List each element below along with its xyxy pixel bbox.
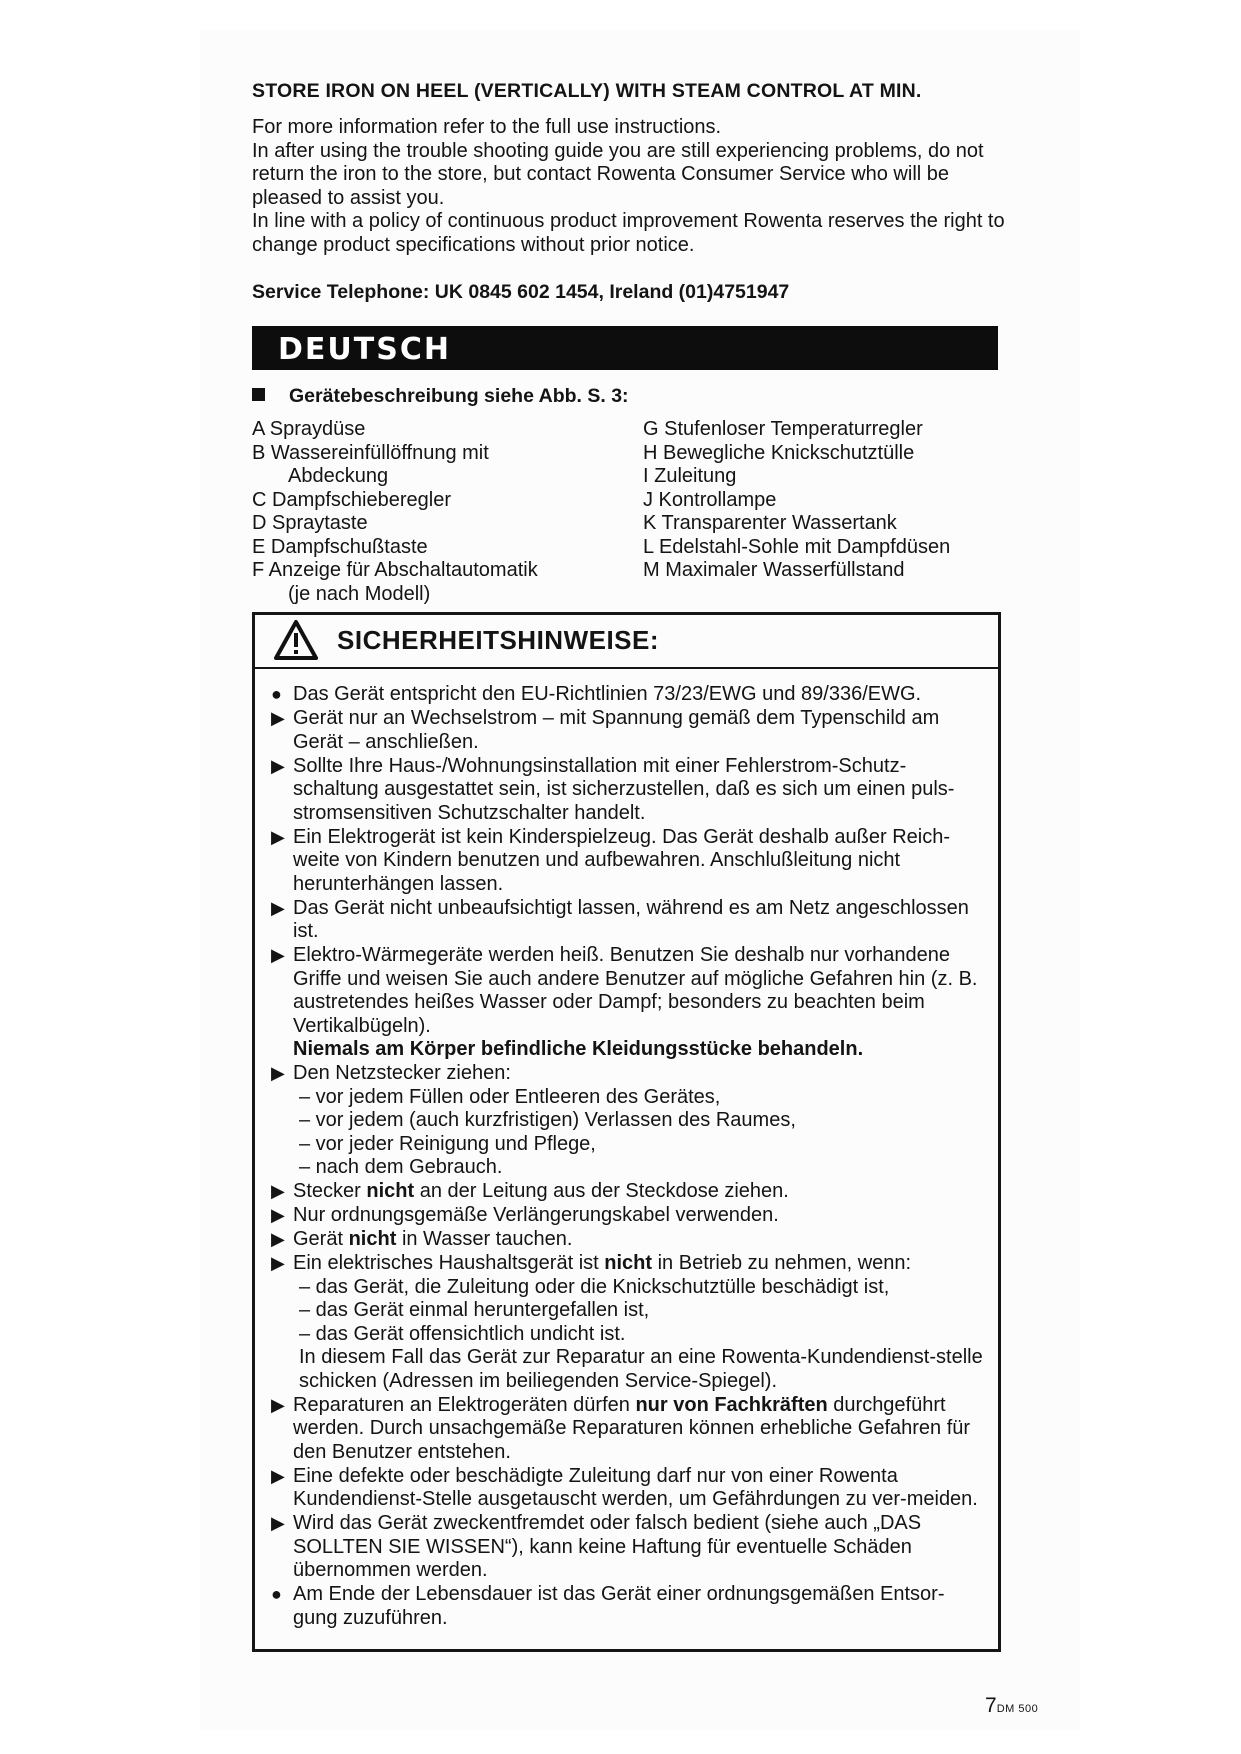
safety-subitem: In diesem Fall das Gerät zur Reparatur an eine Rowenta-Kundendienst-stelle schicken (Adressen im beiliegenden Service-Spiegel). <box>299 1346 983 1392</box>
safety-item-text: an der Leitung aus der Steckdose ziehen. <box>419 1180 789 1202</box>
safety-item <box>271 1465 986 1512</box>
part-item-continued: Abdeckung <box>288 465 389 487</box>
triangle-bullet-icon: ▶ <box>271 897 285 918</box>
safety-item <box>271 1204 986 1228</box>
triangle-bullet-icon: ▶ <box>271 1465 285 1486</box>
part-item-continued: (je nach Modell) <box>288 582 431 605</box>
safety-item-emphasis: nur von Fachkräften <box>635 1393 828 1416</box>
circle-bullet-icon: ● <box>271 684 282 704</box>
safety-list <box>271 683 986 1631</box>
safety-item-text: Stecker <box>293 1180 361 1202</box>
safety-item <box>271 1583 986 1630</box>
safety-item <box>271 707 986 754</box>
safety-title: SICHERHEITSHINWEISE: <box>337 625 660 655</box>
page-number-value: 7 <box>985 1694 997 1717</box>
safety-subitem: – das Gerät einmal heruntergefallen ist, <box>299 1299 650 1321</box>
model-code: DM 500 <box>996 1703 1039 1715</box>
part-item: B Wassereinfüllöffnung mit <box>252 441 489 464</box>
intro-line: For more information refer to the full use instructions. <box>252 116 722 138</box>
triangle-bullet-icon: ▶ <box>271 826 285 847</box>
safety-item-emphasis: Niemals am Körper befindliche Kleidungsstücke behandeln. <box>293 1038 864 1060</box>
service-telephone: Service Telephone: UK 0845 602 1454, Ireland (01)4751947 <box>252 281 790 303</box>
part-item: H Bewegliche Knickschutztülle <box>643 441 915 464</box>
part-item: J Kontrollampe <box>643 488 777 511</box>
safety-subitem: – vor jeder Reinigung und Pflege, <box>299 1132 596 1155</box>
safety-item-text: in Wasser tauchen. <box>401 1228 573 1250</box>
triangle-bullet-icon: ▶ <box>271 755 285 776</box>
part-item: D Spraytaste <box>252 512 368 534</box>
safety-item <box>271 826 986 897</box>
triangle-bullet-icon: ▶ <box>271 1181 285 1201</box>
safety-item-text: Das Gerät entspricht den EU-Richtlinien 73/23/EWG und 89/336/EWG. <box>293 683 922 705</box>
triangle-bullet-icon: ▶ <box>271 1205 285 1225</box>
safety-box <box>252 612 1001 1652</box>
storage-heading: STORE IRON ON HEEL (VERTICALLY) WITH STEAM CONTROL AT MIN. <box>252 80 922 102</box>
triangle-bullet-icon: ▶ <box>271 1229 285 1249</box>
description-heading <box>252 385 629 408</box>
safety-item-text: Nur ordnungsgemäße Verlängerungskabel verwenden. <box>293 1204 779 1226</box>
safety-item-text: Wird das Gerät zweckentfremdet oder falsch bedient (siehe auch „DAS SOLLTEN SIE WISSEN“), kann keine Haftung für eventuelle Schäden übernommen werden. <box>293 1512 922 1581</box>
safety-item-text: Gerät nur an Wechselstrom – mit Spannung gemäß dem Typenschild am Gerät – anschließen. <box>293 707 940 753</box>
page-number <box>985 1694 1038 1718</box>
safety-item-emphasis: nicht <box>348 1228 397 1250</box>
safety-item-emphasis: nicht <box>604 1252 653 1274</box>
safety-item-text: Am Ende der Lebensdauer ist das Gerät einer ordnungsgemäßen Entsor-gung zuzuführen. <box>293 1583 945 1629</box>
safety-item-text: Reparaturen an Elektrogeräten dürfen <box>293 1393 630 1416</box>
safety-item <box>271 1512 986 1583</box>
safety-item <box>271 1252 986 1393</box>
description-heading-text: Gerätebeschreibung siehe Abb. S. 3: <box>289 385 629 407</box>
circle-bullet-icon: ● <box>271 1584 282 1604</box>
safety-item <box>271 1394 986 1465</box>
safety-item-text: Das Gerät nicht unbeaufsichtigt lassen, während es am Netz angeschlossen ist. <box>293 896 969 942</box>
intro-text <box>252 116 1012 257</box>
safety-subitem: – vor jedem (auch kurzfristigen) Verlassen des Raumes, <box>299 1109 796 1131</box>
safety-item-text: Gerät <box>293 1228 344 1250</box>
part-item: L Edelstahl-Sohle mit Dampfdüsen <box>643 535 951 558</box>
safety-item-emphasis: nicht <box>366 1180 415 1202</box>
square-bullet-icon <box>252 388 265 401</box>
safety-subitem: – das Gerät, die Zuleitung oder die Knickschutztülle beschädigt ist, <box>299 1275 890 1298</box>
parts-list-left <box>252 418 632 606</box>
triangle-bullet-icon: ▶ <box>271 1253 285 1273</box>
safety-subitem: – vor jedem Füllen oder Entleeren des Gerätes, <box>299 1085 721 1108</box>
safety-item <box>271 897 986 944</box>
part-item: K Transparenter Wassertank <box>643 512 897 534</box>
safety-item-text: in Betrieb zu nehmen, wenn: <box>657 1252 912 1274</box>
safety-subitem: – nach dem Gebrauch. <box>299 1156 503 1178</box>
part-item: C Dampfschieberegler <box>252 488 451 511</box>
part-item: I Zuleitung <box>643 465 737 487</box>
part-item: G Stufenloser Temperaturregler <box>643 418 923 440</box>
triangle-bullet-icon: ▶ <box>271 708 285 728</box>
safety-item-text: Sollte Ihre Haus-/Wohnungsinstallation mit einer Fehlerstrom-Schutz-schaltung ausgestattet sein, ist sicherzustellen, daß es sich um einen puls-stromsensitiven Schutzschalter handelt. <box>293 754 955 824</box>
intro-line: In line with a policy of continuous product improvement Rowenta reserves the right to change product specifications without prior notice. <box>252 210 1005 256</box>
part-item: E Dampfschußtaste <box>252 535 428 558</box>
safety-item <box>271 683 986 707</box>
parts-list-right <box>643 418 1023 583</box>
triangle-bullet-icon: ▶ <box>271 1394 285 1415</box>
safety-item <box>271 1228 986 1252</box>
part-item: A Spraydüse <box>252 418 366 440</box>
triangle-bullet-icon: ▶ <box>271 1063 285 1083</box>
part-item: F Anzeige für Abschaltautomatik <box>252 559 538 581</box>
language-bar <box>252 326 998 370</box>
safety-item-text: Den Netzstecker ziehen: <box>293 1062 511 1084</box>
safety-item <box>271 944 986 1062</box>
safety-header <box>255 615 998 669</box>
triangle-bullet-icon: ▶ <box>271 1513 285 1533</box>
safety-item-text: Ein elektrisches Haushaltsgerät ist <box>293 1252 599 1274</box>
safety-item-text: Ein Elektrogerät ist kein Kinderspielzeug. Das Gerät deshalb außer Reich-weite von Kindern benutzen und aufbewahren. Anschlußleitung nicht herunterhängen lassen. <box>293 825 950 895</box>
safety-item <box>271 1180 986 1204</box>
part-item: M Maximaler Wasserfüllstand <box>643 559 905 581</box>
language-title: DEUTSCH <box>278 332 451 367</box>
intro-line: In after using the trouble shooting guide you are still experiencing problems, do not return the iron to the store, but contact Rowenta Consumer Service who will be pleased to assist you. <box>252 139 984 209</box>
safety-item-text: Eine defekte oder beschädigte Zuleitung darf nur von einer Rowenta Kundendienst-Stelle ausgetauscht werden, um Gefährdungen zu ver-meiden. <box>293 1464 978 1510</box>
safety-item <box>271 755 986 826</box>
triangle-bullet-icon: ▶ <box>271 945 285 965</box>
safety-subitem: – das Gerät offensichtlich undicht ist. <box>299 1322 626 1345</box>
safety-item <box>271 1062 986 1180</box>
warning-triangle-icon <box>274 620 318 660</box>
safety-item-text: Elektro-Wärmegeräte werden heiß. Benutzen Sie deshalb nur vorhandene Griffe und weisen Sie auch andere Benutzer auf mögliche Gefahren hin (z. B. austretendes heißes Wasser oder Dampf; besonders zu beachten beim Vertikalbügeln). <box>293 944 978 1037</box>
safety-item-text: durchgeführt werden. Durch unsachgemäße Reparaturen können erhebliche Gefahren für den Benutzer entstehen. <box>293 1393 971 1463</box>
